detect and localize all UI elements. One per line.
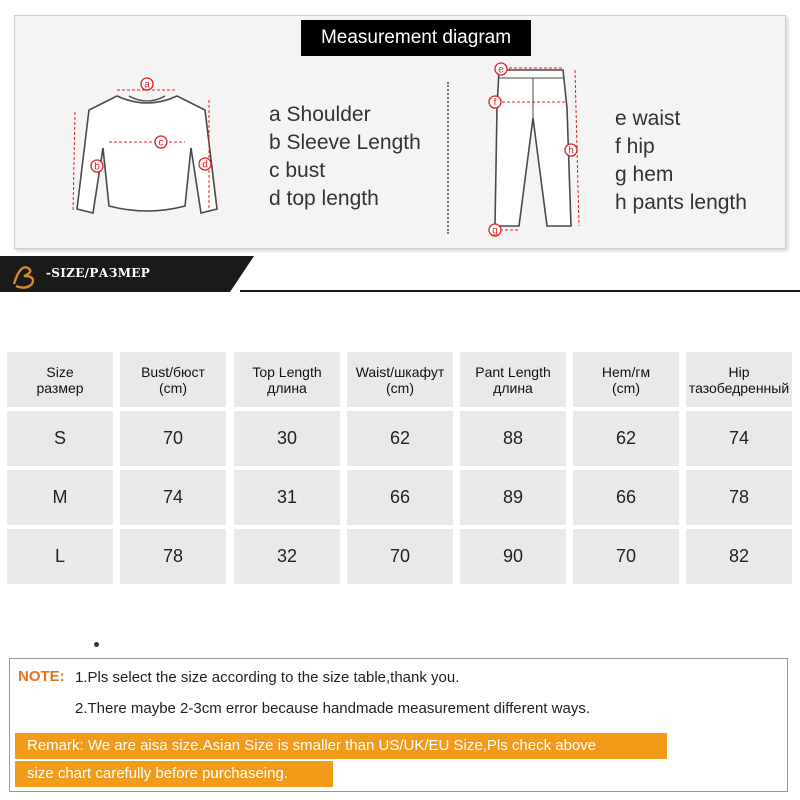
table-cell: 70 xyxy=(573,529,679,584)
table-cell: 31 xyxy=(234,470,340,525)
table-cell: 89 xyxy=(460,470,566,525)
table-cell: 74 xyxy=(120,470,226,525)
table-cell: 30 xyxy=(234,411,340,466)
legend-hip: f hip xyxy=(615,135,655,158)
note-line-1: 1.Pls select the size according to the size table,thank you. xyxy=(75,669,460,686)
svg-text:h: h xyxy=(568,145,574,157)
pants-measurement-legend xyxy=(615,105,747,217)
table-cell: M xyxy=(7,470,113,525)
remark-line-1: Remark: We are aisa size.Asian Size is smaller than US/UK/EU Size,Pls check above xyxy=(15,733,667,759)
marker-a xyxy=(141,78,153,91)
measurement-diagram xyxy=(14,15,786,249)
header-hem: Hem/гм (cm) xyxy=(573,352,679,407)
svg-text:c: c xyxy=(158,137,164,149)
table-cell: 66 xyxy=(347,470,453,525)
table-cell: 90 xyxy=(460,529,566,584)
legend-waist: e waist xyxy=(615,107,681,130)
top-measurement-legend xyxy=(269,101,421,213)
header-hip: Hip тазобедренный xyxy=(686,352,792,407)
top-garment-illustration xyxy=(67,74,227,234)
table-cell: 74 xyxy=(686,411,792,466)
marker-e xyxy=(495,63,507,76)
legend-shoulder: a Shoulder xyxy=(269,103,371,126)
legend-hem: g hem xyxy=(615,163,674,186)
table-cell: 88 xyxy=(460,411,566,466)
size-banner-label: -SIZE/РАЗМЕР xyxy=(46,266,151,280)
diagram-title: Measurement diagram xyxy=(301,20,531,56)
legend-sleeve-length: b Sleeve Length xyxy=(269,131,421,154)
legend-bust: c bust xyxy=(269,159,326,182)
table-cell: L xyxy=(7,529,113,584)
marker-c xyxy=(155,136,167,149)
note-box xyxy=(9,658,788,792)
svg-text:b: b xyxy=(94,161,100,173)
table-cell: S xyxy=(7,411,113,466)
marker-f xyxy=(489,96,501,109)
header-top-length: Top Length длина xyxy=(234,352,340,407)
table-cell: 78 xyxy=(120,529,226,584)
header-waist: Waist/шкафут (cm) xyxy=(347,352,453,407)
svg-text:e: e xyxy=(498,64,504,76)
marker-g xyxy=(489,224,501,237)
svg-text:d: d xyxy=(202,159,208,171)
svg-text:f: f xyxy=(493,97,497,109)
table-cell: 70 xyxy=(120,411,226,466)
svg-text:g: g xyxy=(492,225,498,237)
table-cell: 32 xyxy=(234,529,340,584)
decorative-dot xyxy=(94,642,99,647)
marker-d xyxy=(199,158,211,171)
brand-logo-icon xyxy=(10,260,40,290)
diagram-divider xyxy=(447,82,449,234)
pants-illustration xyxy=(471,58,591,238)
svg-text:a: a xyxy=(144,79,150,91)
table-cell: 70 xyxy=(347,529,453,584)
table-cell: 66 xyxy=(573,470,679,525)
header-size: Size размер xyxy=(7,352,113,407)
marker-h xyxy=(565,144,577,157)
table-cell: 62 xyxy=(347,411,453,466)
size-banner xyxy=(0,254,800,294)
remark-line-2: size chart carefully before purchaseing. xyxy=(15,761,333,787)
header-bust: Bust/бюст (cm) xyxy=(120,352,226,407)
legend-top-length: d top length xyxy=(269,187,379,210)
table-cell: 82 xyxy=(686,529,792,584)
header-pant-length: Pant Length длина xyxy=(460,352,566,407)
note-label: NOTE: xyxy=(18,668,65,685)
marker-b xyxy=(91,160,103,173)
legend-pants-length: h pants length xyxy=(615,191,747,214)
table-cell: 78 xyxy=(686,470,792,525)
table-cell: 62 xyxy=(573,411,679,466)
note-line-2: 2.There maybe 2-3cm error because handmade measurement different ways. xyxy=(75,700,590,717)
